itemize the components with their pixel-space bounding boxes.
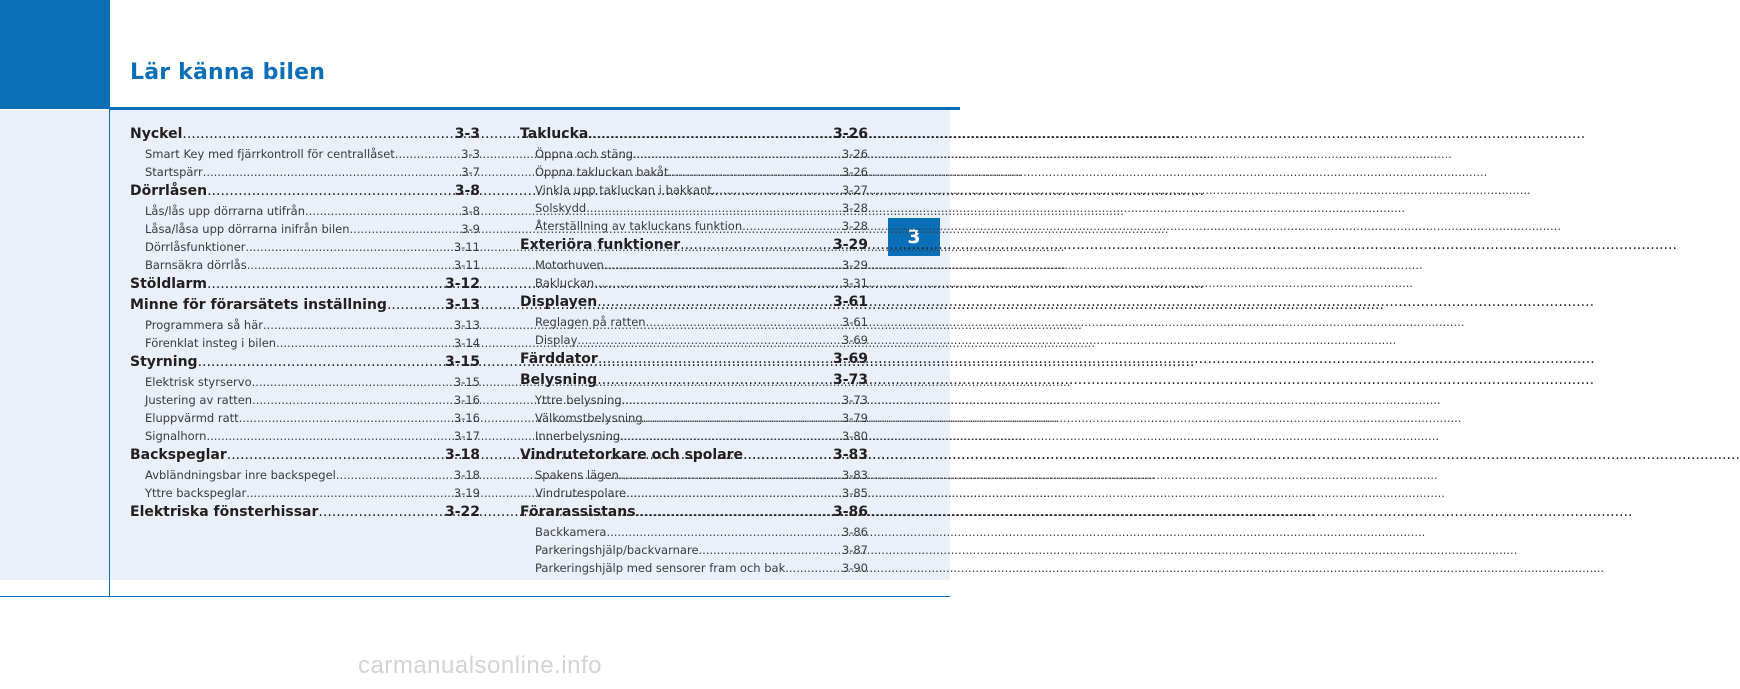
toc-main-entry[interactable] — [520, 124, 868, 145]
toc-entry-label: Yttre belysning — [535, 393, 622, 407]
section-title: Lär känna bilen — [130, 60, 326, 85]
toc-main-entry[interactable] — [520, 292, 868, 313]
toc-entry-label: Parkeringshjälp med sensorer fram och bak — [535, 561, 786, 575]
bottom-divider — [0, 596, 950, 597]
dot-leader — [198, 352, 445, 373]
toc-sub-entry[interactable] — [520, 331, 868, 349]
toc-entry-page: 3-61 — [841, 315, 868, 329]
toc-entry-label: Startspärr — [145, 165, 203, 179]
toc-main-entry[interactable] — [130, 181, 480, 202]
toc-entry-page: 3-14 — [453, 336, 480, 350]
dot-leader — [588, 124, 833, 145]
toc-sub-entry[interactable] — [130, 163, 480, 181]
toc-sub-entry[interactable] — [130, 220, 480, 238]
toc-entry-page: 3-86 — [832, 504, 868, 520]
dot-leader — [743, 445, 833, 466]
dot-leader — [668, 163, 841, 181]
toc-entry-label: Nyckel — [130, 126, 183, 142]
dot-leader — [636, 502, 833, 523]
toc-entry-page: 3-3 — [454, 126, 480, 142]
toc-entry-label: Öppna och stäng — [535, 147, 634, 161]
dot-leader — [276, 334, 454, 352]
dot-leader — [633, 145, 842, 163]
toc-entry-page: 3-11 — [453, 240, 480, 254]
toc-sub-entry[interactable] — [520, 409, 868, 427]
toc-entry-label: Justering av ratten — [145, 393, 253, 407]
toc-entry-page: 3-13 — [444, 297, 480, 313]
toc-sub-entry[interactable] — [130, 409, 480, 427]
dot-leader — [712, 181, 842, 199]
toc-entry-page: 3-13 — [453, 318, 480, 332]
toc-entry-page: 3-26 — [832, 126, 868, 142]
toc-entry-label: Signalhorn — [145, 429, 207, 443]
toc-entry-page: 3-86 — [841, 525, 868, 539]
toc-main-entry[interactable] — [130, 352, 480, 373]
toc-entry-label: Låsa/låsa upp dörrarna inifrån bilen — [145, 222, 350, 236]
toc-entry-page: 3-3 — [461, 147, 480, 161]
dot-leader — [252, 391, 454, 409]
toc-entry-label: Vindrutespolare — [535, 486, 627, 500]
toc-entry-label: Förarassistans — [520, 504, 636, 520]
dot-leader — [598, 349, 833, 370]
toc-sub-entry[interactable] — [520, 559, 868, 577]
toc-entry-label: Återställning av takluckans funktion — [535, 219, 743, 233]
dot-leader — [263, 316, 454, 334]
toc-main-entry[interactable] — [520, 502, 868, 523]
toc-entry-page: 3-28 — [841, 219, 868, 233]
toc-entry-page: 3-28 — [841, 201, 868, 215]
toc-entry-label: Spakens lägen — [535, 468, 619, 482]
toc-entry-label: Yttre backspeglar — [145, 486, 247, 500]
toc-entry-page: 3-31 — [841, 276, 868, 290]
toc-entry-label: Display — [535, 333, 578, 347]
toc-entry-page: 3-83 — [841, 468, 868, 482]
toc-entry-page: 3-69 — [841, 333, 868, 347]
dot-leader — [350, 220, 462, 238]
toc-entry-page: 3-26 — [841, 165, 868, 179]
toc-entry-page: 3-29 — [832, 237, 868, 253]
toc-entry-label: Förenklat insteg i bilen — [145, 336, 277, 350]
chapter-tab[interactable]: 3 — [888, 218, 940, 256]
toc-entry-page: 3-83 — [832, 447, 868, 463]
toc-sub-entry[interactable] — [520, 466, 868, 484]
toc-entry-label: Parkeringshjälp/backvarnare — [535, 543, 699, 557]
toc-sub-entry[interactable] — [520, 163, 868, 181]
toc-sub-entry[interactable] — [130, 427, 480, 445]
toc-entry-page: 3-69 — [832, 351, 868, 367]
toc-sub-entry[interactable] — [520, 427, 868, 445]
toc-sub-entry[interactable] — [130, 256, 480, 274]
toc-entry-page: 3-18 — [444, 447, 480, 463]
toc-main-entry[interactable] — [520, 235, 868, 256]
dot-leader — [252, 373, 454, 391]
toc-entry-label: Displayen — [520, 294, 598, 310]
dot-leader — [626, 484, 842, 502]
dot-leader — [182, 124, 454, 145]
toc-main-entry[interactable] — [520, 370, 868, 391]
dot-leader — [646, 313, 842, 331]
toc-entry-label: Taklucka — [520, 126, 589, 142]
toc-sub-entry[interactable] — [130, 334, 480, 352]
dot-leader — [785, 559, 842, 577]
toc-sub-entry[interactable] — [130, 316, 480, 334]
dot-leader — [305, 202, 461, 220]
toc-sub-entry[interactable] — [520, 484, 868, 502]
toc-entry-page: 3-18 — [453, 468, 480, 482]
dot-leader — [680, 235, 833, 256]
toc-entry-page: 3-15 — [453, 375, 480, 389]
header-area — [109, 0, 960, 109]
dot-leader — [604, 256, 842, 274]
toc-main-entry[interactable] — [520, 349, 868, 370]
toc-entry-label: Backkamera — [535, 525, 607, 539]
toc-main-entry[interactable] — [130, 274, 480, 295]
toc-entry-page: 3-73 — [841, 393, 868, 407]
toc-sub-entry[interactable] — [130, 484, 480, 502]
toc-entry-page: 3-73 — [832, 372, 868, 388]
dot-leader — [387, 295, 445, 316]
toc-entry-page: 3-11 — [453, 258, 480, 272]
dot-leader — [699, 541, 842, 559]
toc-entry-label: Färddator — [520, 351, 598, 367]
dot-leader — [246, 238, 454, 256]
toc-entry-label: Lås/lås upp dörrarna utifrån — [145, 204, 306, 218]
toc-sub-entry[interactable] — [130, 202, 480, 220]
toc-column-left — [130, 124, 480, 523]
toc-entry-label: Smart Key med fjärrkontroll för centrallåset — [145, 147, 395, 161]
toc-entry-page: 3-79 — [841, 411, 868, 425]
dot-leader — [594, 274, 842, 292]
dot-leader — [643, 409, 842, 427]
toc-column-right — [520, 124, 868, 577]
toc-entry-page: 3-8 — [461, 204, 480, 218]
dot-leader — [206, 427, 453, 445]
toc-entry-label: Avbländningsbar inre backspegel — [145, 468, 336, 482]
toc-entry-page: 3-90 — [841, 561, 868, 575]
dot-leader — [597, 370, 833, 391]
toc-entry-label: Barnsäkra dörrlås — [145, 258, 247, 272]
toc-entry-page: 3-7 — [461, 165, 480, 179]
toc-entry-label: Stöldlarm — [130, 276, 207, 292]
toc-entry-page: 3-15 — [444, 354, 480, 370]
dot-leader — [622, 391, 842, 409]
toc-entry-page: 3-80 — [841, 429, 868, 443]
toc-entry-label: Vindrutetorkare och spolare — [520, 447, 744, 463]
toc-entry-label: Styrning — [130, 354, 198, 370]
toc-entry-label: Bakluckan — [535, 276, 595, 290]
toc-sub-entry[interactable] — [520, 523, 868, 541]
toc-entry-label: Dörrlåsfunktioner — [145, 240, 246, 254]
toc-entry-page: 3-8 — [454, 183, 480, 199]
toc-sub-entry[interactable] — [520, 274, 868, 292]
dot-leader — [203, 163, 462, 181]
toc-main-entry[interactable] — [520, 445, 868, 466]
dot-leader — [207, 181, 455, 202]
toc-entry-label: Elektrisk styrservo — [145, 375, 252, 389]
corner-blue-block — [0, 0, 109, 109]
toc-entry-page: 3-85 — [841, 486, 868, 500]
toc-entry-label: Vinkla upp takluckan i bakkant — [535, 183, 712, 197]
toc-main-entry[interactable] — [130, 124, 480, 145]
toc-entry-page: 3-9 — [461, 222, 480, 236]
dot-leader — [606, 523, 841, 541]
left-margin-line — [109, 0, 110, 596]
dot-leader — [246, 484, 454, 502]
dot-leader — [247, 256, 454, 274]
toc-entry-page: 3-19 — [453, 486, 480, 500]
toc-entry-page: 3-61 — [832, 294, 868, 310]
toc-sub-entry[interactable] — [130, 238, 480, 256]
toc-sub-entry[interactable] — [520, 217, 868, 235]
toc-entry-label: Backspeglar — [130, 447, 227, 463]
toc-entry-page: 3-16 — [453, 411, 480, 425]
toc-entry-label: Reglagen på ratten — [535, 315, 646, 329]
toc-entry-label: Elektriska fönsterhissar — [130, 504, 319, 520]
toc-sub-entry[interactable] — [130, 466, 480, 484]
dot-leader — [395, 145, 461, 163]
toc-sub-entry[interactable] — [520, 391, 868, 409]
toc-main-entry[interactable] — [130, 502, 480, 523]
toc-sub-entry[interactable] — [130, 391, 480, 409]
toc-entry-label: Eluppvärmd ratt — [145, 411, 239, 425]
toc-entry-page: 3-22 — [444, 504, 480, 520]
toc-entry-page: 3-16 — [453, 393, 480, 407]
toc-sub-entry[interactable] — [520, 313, 868, 331]
toc-sub-entry[interactable] — [520, 181, 868, 199]
dot-leader — [742, 217, 842, 235]
toc-sub-entry[interactable] — [130, 145, 480, 163]
toc-main-entry[interactable] — [130, 445, 480, 466]
toc-sub-entry[interactable] — [520, 145, 868, 163]
dot-leader — [207, 274, 445, 295]
toc-entry-page: 3-12 — [444, 276, 480, 292]
toc-sub-entry[interactable] — [130, 373, 480, 391]
dot-leader — [336, 466, 454, 484]
toc-sub-entry[interactable] — [520, 199, 868, 217]
dot-leader — [597, 292, 833, 313]
toc-entry-page: 3-17 — [453, 429, 480, 443]
toc-entry-label: Dörrlåsen — [130, 183, 208, 199]
toc-entry-page: 3-87 — [841, 543, 868, 557]
dot-leader — [586, 199, 842, 217]
toc-entry-label: Exteriöra funktioner — [520, 237, 681, 253]
toc-entry-label: Belysning — [520, 372, 598, 388]
toc-entry-label: Välkomstbelysning — [535, 411, 643, 425]
toc-sub-entry[interactable] — [520, 541, 868, 559]
toc-entry-label: Programmera så här — [145, 318, 263, 332]
dot-leader — [318, 502, 445, 523]
watermark: carmanualsonline.info — [358, 652, 602, 679]
toc-sub-entry[interactable] — [520, 256, 868, 274]
toc-entry-label: Minne för förarsätets inställning — [130, 297, 387, 313]
dot-leader — [239, 409, 454, 427]
toc-entry-label: Innerbelysning — [535, 429, 621, 443]
toc-entry-label: Solskydd — [535, 201, 587, 215]
toc-entry-page: 3-26 — [841, 147, 868, 161]
dot-leader — [619, 466, 842, 484]
dot-leader — [227, 445, 445, 466]
toc-main-entry[interactable] — [130, 295, 480, 316]
toc-entry-page: 3-27 — [841, 183, 868, 197]
toc-entry-page: 3-29 — [841, 258, 868, 272]
dot-leader — [577, 331, 842, 349]
toc-entry-label: Motorhuven — [535, 258, 604, 272]
dot-leader — [620, 427, 842, 445]
toc-entry-label: Öppna takluckan bakåt — [535, 165, 669, 179]
